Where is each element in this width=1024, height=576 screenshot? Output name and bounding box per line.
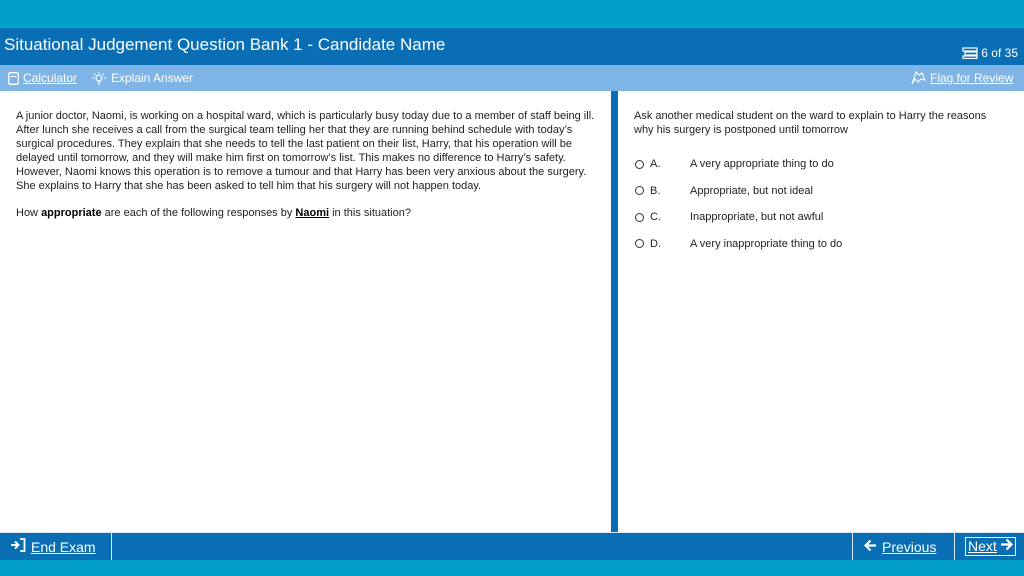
next-button-box: [965, 537, 1016, 556]
option-letter: D.: [650, 237, 661, 250]
option-d[interactable]: [634, 231, 994, 258]
prompt-prefix: How: [16, 207, 42, 219]
next-label: Next: [968, 538, 997, 554]
end-exam-label: End Exam: [31, 538, 96, 555]
arrow-right-icon: [1000, 538, 1013, 555]
exam-title: Situational Judgement Question Bank 1 - Candidate Name: [4, 35, 446, 54]
end-exam-button[interactable]: [0, 533, 112, 560]
exit-icon: [10, 538, 26, 555]
calculator-button[interactable]: [8, 71, 77, 85]
radio-button[interactable]: [635, 213, 644, 222]
previous-label: Previous: [882, 538, 937, 555]
calculator-label: Calculator: [23, 71, 78, 85]
question-prompt: [16, 206, 597, 220]
flag-icon: [911, 71, 926, 85]
explain-answer-button[interactable]: [91, 71, 193, 85]
radio-button[interactable]: [635, 160, 644, 169]
scenario-pane: [0, 91, 611, 532]
option-c[interactable]: [634, 204, 994, 231]
progress-text: 6 of 35: [981, 46, 1018, 60]
prompt-keyword: appropriate: [41, 207, 102, 219]
calculator-icon: [8, 72, 19, 85]
progress-icon: [962, 47, 978, 59]
option-text: A very inappropriate thing to do: [690, 237, 843, 250]
response-pane: [618, 91, 1024, 532]
bottom-nav-bar: [0, 532, 1024, 560]
radio-button[interactable]: [635, 239, 644, 248]
option-b[interactable]: [634, 178, 994, 205]
flag-for-review-button[interactable]: [911, 71, 1013, 85]
previous-button[interactable]: [852, 533, 955, 560]
option-letter: B.: [650, 184, 661, 197]
answer-options: [634, 151, 994, 257]
radio-button[interactable]: [635, 186, 644, 195]
option-text: A very appropriate thing to do: [690, 158, 834, 171]
bottom-band: [0, 560, 1024, 576]
arrow-left-icon: [864, 539, 877, 555]
lightbulb-icon: [91, 72, 107, 85]
next-button[interactable]: [955, 533, 1024, 560]
pane-divider[interactable]: [611, 91, 618, 532]
option-letter: A.: [650, 158, 661, 171]
flag-for-review-label: Flag for Review: [930, 71, 1014, 85]
response-statement: Ask another medical student on the ward to explain to Harry the reasons why his surgery is postponed until tomorrow: [634, 110, 987, 136]
question-content: [0, 91, 1024, 532]
top-band: [0, 0, 1024, 27]
question-progress: [962, 46, 1018, 60]
title-bar: [0, 27, 1024, 65]
explain-answer-label: Explain Answer: [111, 71, 194, 85]
option-text: Appropriate, but not ideal: [690, 184, 813, 197]
option-letter: C.: [650, 211, 661, 224]
option-text: Inappropriate, but not awful: [690, 211, 824, 224]
prompt-middle: are each of the following responses by: [101, 207, 296, 219]
prompt-name: Naomi: [295, 207, 330, 219]
option-a[interactable]: [634, 151, 994, 178]
scenario-text: A junior doctor, Naomi, is working on a hospital ward, which is particularly busy today due to a member of staff being ill. After lunch she receives a call from the surgical team telling her that they are running behind schedule with today’s surgical procedures. They explain that she needs to tell the last patient on their list, Harry, that his operation will be delayed until tomorrow, and they will make him first on tomorrow’s list. This makes no difference to Harry’s safety. However, Naomi knows this operation is to remove a tumour and that Harry has been very anxious about the surgery. She explains to Harry that she has been asked to tell him that his surgery will not happen today.: [16, 110, 595, 192]
prompt-suffix: in this situation?: [329, 207, 411, 219]
toolbar: [0, 65, 1024, 91]
